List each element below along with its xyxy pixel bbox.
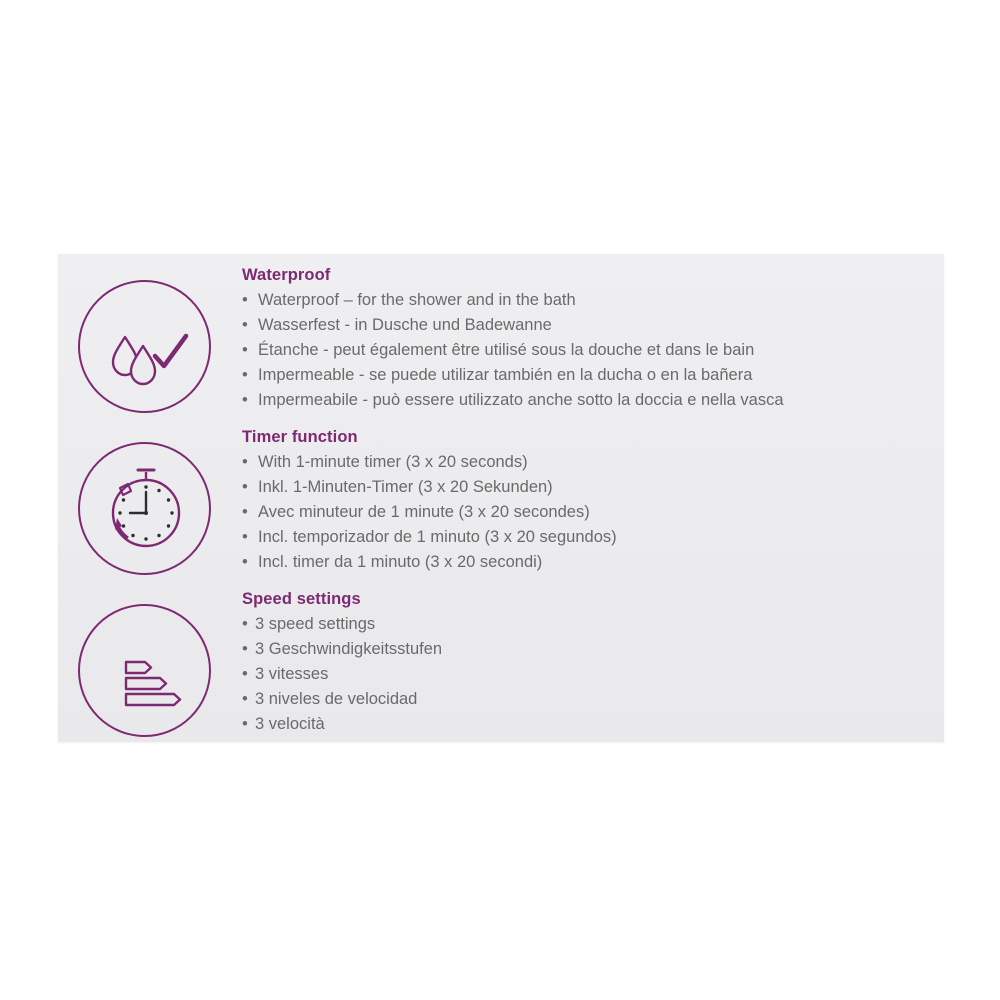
section-title: Timer function: [242, 428, 358, 446]
bullet: •: [242, 665, 248, 683]
list-item: • Waterproof – for the shower and in the bath: [242, 288, 784, 313]
list-item: • Incl. timer da 1 minuto (3 x 20 secondi): [242, 550, 617, 575]
list-item: • Étanche - peut également être utilisé sous la douche et dans le bain: [242, 338, 784, 363]
list-item: • With 1-minute timer (3 x 20 seconds): [242, 450, 617, 475]
bullet: •: [242, 715, 248, 733]
feature-list: [242, 450, 617, 575]
bullet: •: [242, 553, 248, 571]
bullet: •: [242, 640, 248, 658]
list-item: • Inkl. 1-Minuten-Timer (3 x 20 Sekunden): [242, 475, 617, 500]
speed-icon-circle: [78, 604, 211, 737]
bullet: •: [242, 391, 248, 409]
bullet: •: [242, 503, 248, 521]
section-title: Speed settings: [242, 590, 361, 608]
bullet: •: [242, 478, 248, 496]
water-drops-check-icon: [80, 282, 209, 411]
bullet: •: [242, 453, 248, 471]
section-title: Waterproof: [242, 266, 331, 284]
list-item: • Incl. temporizador de 1 minuto (3 x 20 segundos): [242, 525, 617, 550]
bullet: •: [242, 341, 248, 359]
list-item: • 3 niveles de velocidad: [242, 687, 442, 712]
list-item: • 3 speed settings: [242, 612, 442, 637]
feature-card: [58, 254, 944, 742]
timer-icon-circle: [78, 442, 211, 575]
bullet: •: [242, 528, 248, 546]
feature-list: [242, 612, 442, 737]
speed-levels-icon: [80, 606, 209, 735]
list-item: • Impermeable - se puede utilizar también en la ducha o en la bañera: [242, 363, 784, 388]
bullet: •: [242, 690, 248, 708]
list-item: • Impermeabile - può essere utilizzato anche sotto la doccia e nella vasca: [242, 388, 784, 413]
list-item: • Wasserfest - in Dusche und Badewanne: [242, 313, 784, 338]
bullet: •: [242, 615, 248, 633]
list-item: • 3 vitesses: [242, 662, 442, 687]
list-item: • 3 velocità: [242, 712, 442, 737]
bullet: •: [242, 316, 248, 334]
bullet: •: [242, 291, 248, 309]
stopwatch-icon: [80, 444, 209, 573]
list-item: • Avec minuteur de 1 minute (3 x 20 secondes): [242, 500, 617, 525]
feature-list: [242, 288, 784, 413]
waterproof-icon-circle: [78, 280, 211, 413]
list-item: • 3 Geschwindigkeitsstufen: [242, 637, 442, 662]
bullet: •: [242, 366, 248, 384]
